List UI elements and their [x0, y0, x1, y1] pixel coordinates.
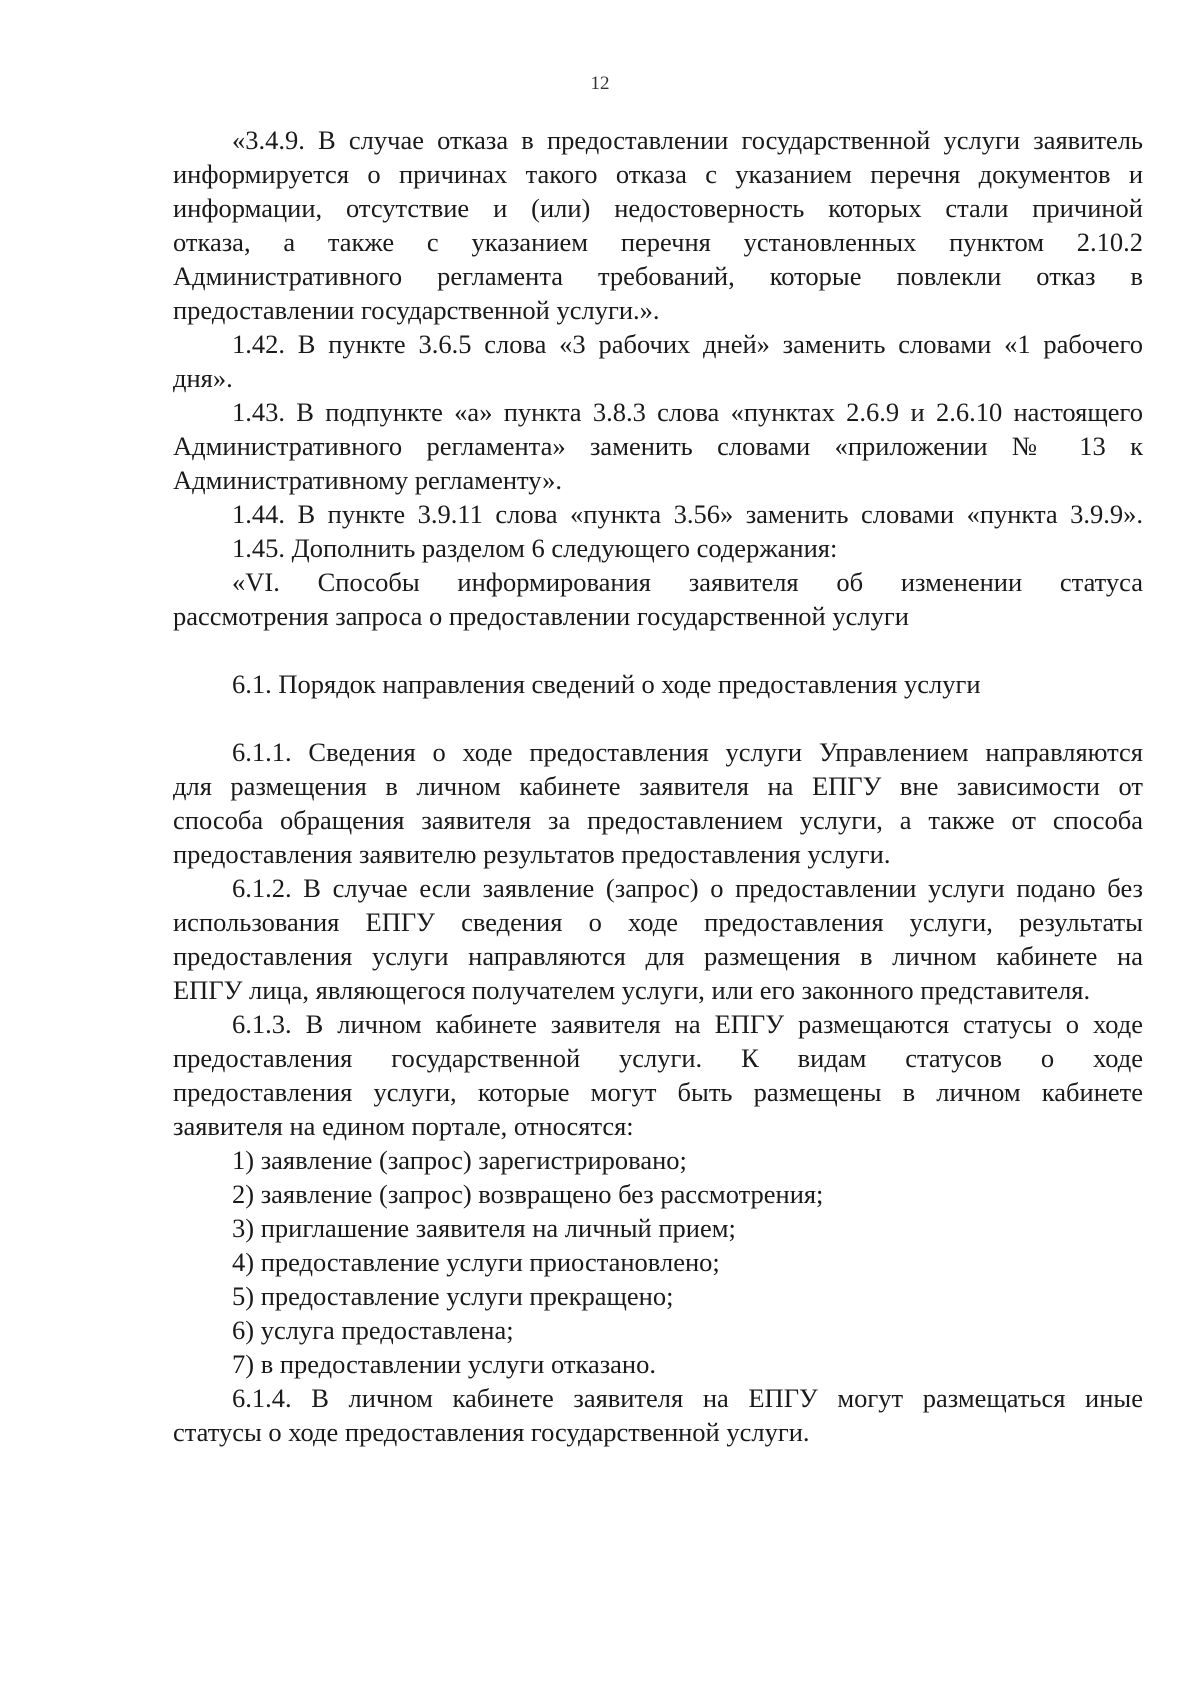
list-item: 6) услуга предоставлена;: [232, 1315, 514, 1345]
paragraph-line: предоставления заявителю результатов предоставления услуги.: [173, 839, 891, 869]
paragraph-line: статусы о ходе предоставления государственной услуги.: [173, 1417, 810, 1447]
list-item: 2) заявление (запрос) возвращено без рассмотрения;: [232, 1179, 824, 1209]
paragraph-line: способа обращения заявителя за предоставлением услуги, а также от способа: [173, 805, 1143, 835]
paragraph-line: дня».: [173, 363, 233, 393]
subsection-title: 6.1. Порядок направления сведений о ходе предоставления услуги: [232, 669, 981, 699]
list-item: 7) в предоставлении услуги отказано.: [232, 1349, 656, 1379]
paragraph-line: «3.4.9. В случае отказа в предоставлении государственной услуги заявитель: [232, 125, 1143, 155]
paragraph-line: 6.1.2. В случае если заявление (запрос) о предоставлении услуги подано без: [232, 873, 1143, 903]
list-item: 3) приглашение заявителя на личный прием;: [232, 1213, 736, 1243]
paragraph-line: предоставлении государственной услуги.».: [173, 295, 660, 325]
section-title-line: «VI. Способы информирования заявителя об изменении статуса: [232, 567, 1143, 597]
list-item: 1) заявление (запрос) зарегистрировано;: [232, 1145, 687, 1175]
paragraph-line: предоставления государственной услуги. К видам статусов о ходе: [173, 1043, 1143, 1073]
section-title-line: рассмотрения запроса о предоставлении государственной услуги: [173, 601, 909, 631]
paragraph-line: отказа, а также с указанием перечня установленных пунктом 2.10.2: [173, 227, 1143, 257]
paragraph-line: для размещения в личном кабинете заявителя на ЕПГУ вне зависимости от: [173, 771, 1143, 801]
paragraph-line: предоставления услуги, которые могут быть размещены в личном кабинете: [173, 1077, 1143, 1107]
list-item: 4) предоставление услуги приостановлено;: [232, 1247, 720, 1277]
list-item: 5) предоставление услуги прекращено;: [232, 1281, 674, 1311]
paragraph-line: 1.45. Дополнить разделом 6 следующего содержания:: [232, 533, 838, 563]
paragraph-line: 1.43. В подпункте «а» пункта 3.8.3 слова «пунктах 2.6.9 и 2.6.10 настоящего: [232, 397, 1143, 427]
paragraph-line: 1.42. В пункте 3.6.5 слова «3 рабочих дней» заменить словами «1 рабочего: [232, 329, 1143, 359]
paragraph-line: 1.44. В пункте 3.9.11 слова «пункта 3.56» заменить словами «пункта 3.9.9».: [232, 499, 1143, 529]
paragraph-line: использования ЕПГУ сведения о ходе предоставления услуги, результаты: [173, 907, 1143, 937]
paragraph-line: 6.1.1. Сведения о ходе предоставления услуги Управлением направляются: [232, 737, 1143, 767]
paragraph-line: ЕПГУ лица, являющегося получателем услуги, или его законного представителя.: [173, 975, 1091, 1005]
paragraph-line: 6.1.4. В личном кабинете заявителя на ЕПГУ могут размещаться иные: [232, 1383, 1143, 1413]
paragraph-line: информируется о причинах такого отказа с указанием перечня документов и: [173, 159, 1143, 189]
page-number: 12: [590, 73, 610, 94]
paragraph-line: предоставления услуги направляются для размещения в личном кабинете на: [173, 941, 1143, 971]
paragraph-line: 6.1.3. В личном кабинете заявителя на ЕПГУ размещаются статусы о ходе: [232, 1009, 1143, 1039]
paragraph-line: заявителя на едином портале, относятся:: [173, 1111, 634, 1141]
paragraph-line: Административного регламента» заменить словами «приложении № 13 к: [173, 431, 1143, 461]
paragraph-line: Административного регламента требований, которые повлекли отказ в: [173, 261, 1143, 291]
paragraph-line: Административному регламенту».: [173, 465, 563, 495]
paragraph-line: информации, отсутствие и (или) недостоверность которых стали причиной: [173, 193, 1143, 223]
